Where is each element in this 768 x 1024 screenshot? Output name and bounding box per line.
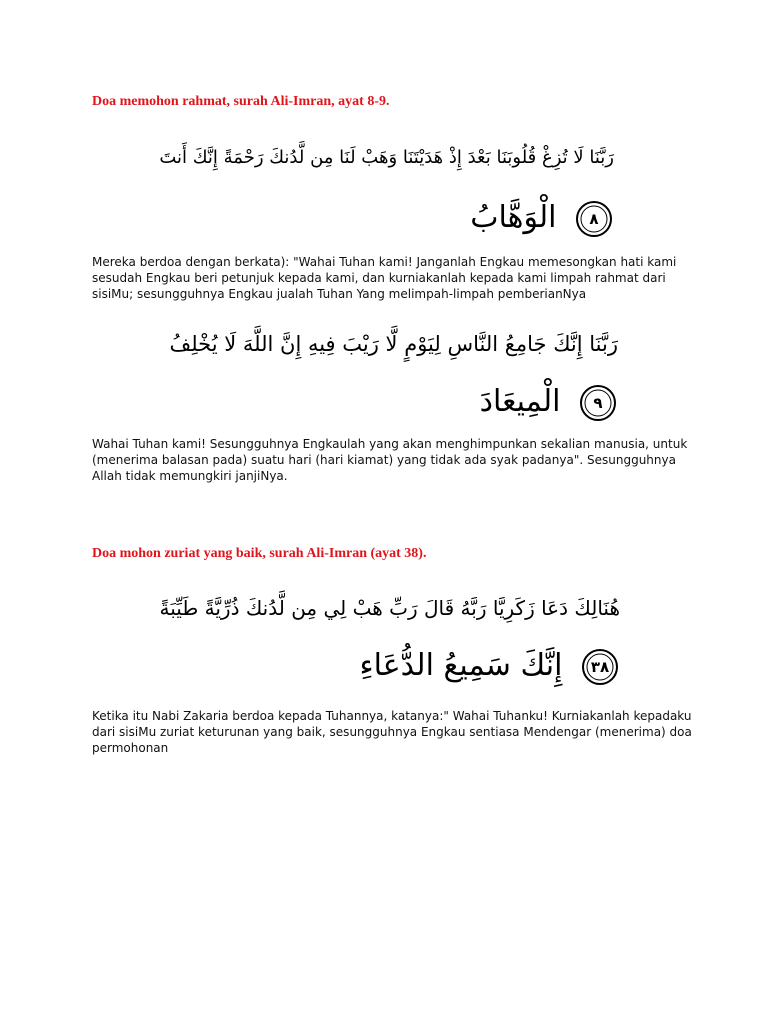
ayah-number-marker (574, 199, 614, 239)
arabic-verse-38-line1: هُنَالِكَ دَعَا زَكَرِيَّا رَبَّهُ قَالَ رَبِّ هَبْ لِي مِن لَّدُنكَ ذُرِّيَّةً طَيِّبَةً (159, 596, 620, 620)
arabic-verse-8-line1: رَبَّنَا لَا تُزِغْ قُلُوبَنَا بَعْدَ إِذْ هَدَيْتَنَا وَهَبْ لَنَا مِن لَّدُنكَ رَحْمَةً إِنَّكَ أَنتَ (159, 147, 614, 168)
arabic-verse-8-line2 (470, 196, 614, 240)
arabic-verse-8-ending: الْوَهَّابُ (470, 200, 557, 235)
translation-verse-8: Mereka berdoa dengan berkata): "Wahai Tuhan kami! Janganlah Engkau memesongkan hati kami sesudah Engkau beri petunjuk kepada kami, dan kurniakanlah kepada kami limpah rahmat dari sisiMu; sesungguhnya Engkau jualah Tuhan Yang melimpah-limpah pemberianNya (92, 255, 677, 301)
arabic-verse-38-line2 (360, 644, 620, 688)
section-heading-zuriat: Doa mohon zuriat yang baik, surah Ali-Imran (ayat 38). (92, 546, 427, 561)
ayah-number: ٩ (593, 393, 603, 412)
section-heading-rahmat: Doa memohon rahmat, surah Ali-Imran, ayat 8-9. (92, 94, 390, 109)
ayah-number-marker (580, 647, 620, 687)
arabic-verse-38-ending: إِنَّكَ سَمِيعُ الدُّعَاءِ (359, 648, 563, 683)
ayah-number: ٨ (589, 209, 599, 228)
ayah-number: ٣٨ (590, 657, 610, 676)
ayah-number-marker (578, 383, 618, 423)
translation-verse-38: Ketika itu Nabi Zakaria berdoa kepada Tuhannya, katanya:" Wahai Tuhanku! Kurniakanlah kepadaku dari sisiMu zuriat keturunan yang baik, sesungguhnya Engkau sentiasa Mendengar (menerima) doa permohonan (92, 709, 692, 755)
arabic-verse-9-line1: رَبَّنَا إِنَّكَ جَامِعُ النَّاسِ لِيَوْمٍ لَّا رَيْبَ فِيهِ إِنَّ اللَّهَ لَا يُخْلِفُ (169, 332, 618, 356)
arabic-verse-9-ending: الْمِيعَادَ (479, 384, 561, 419)
translation-verse-9: Wahai Tuhan kami! Sesungguhnya Engkaulah yang akan menghimpunkan sekalian manusia, untuk (menerima balasan pada) suatu hari (hari kiamat) yang tidak ada syak padanya". Sesungguhnya Allah tidak memungkiri janjiNya. (92, 437, 688, 483)
arabic-verse-9-line2 (480, 380, 618, 424)
